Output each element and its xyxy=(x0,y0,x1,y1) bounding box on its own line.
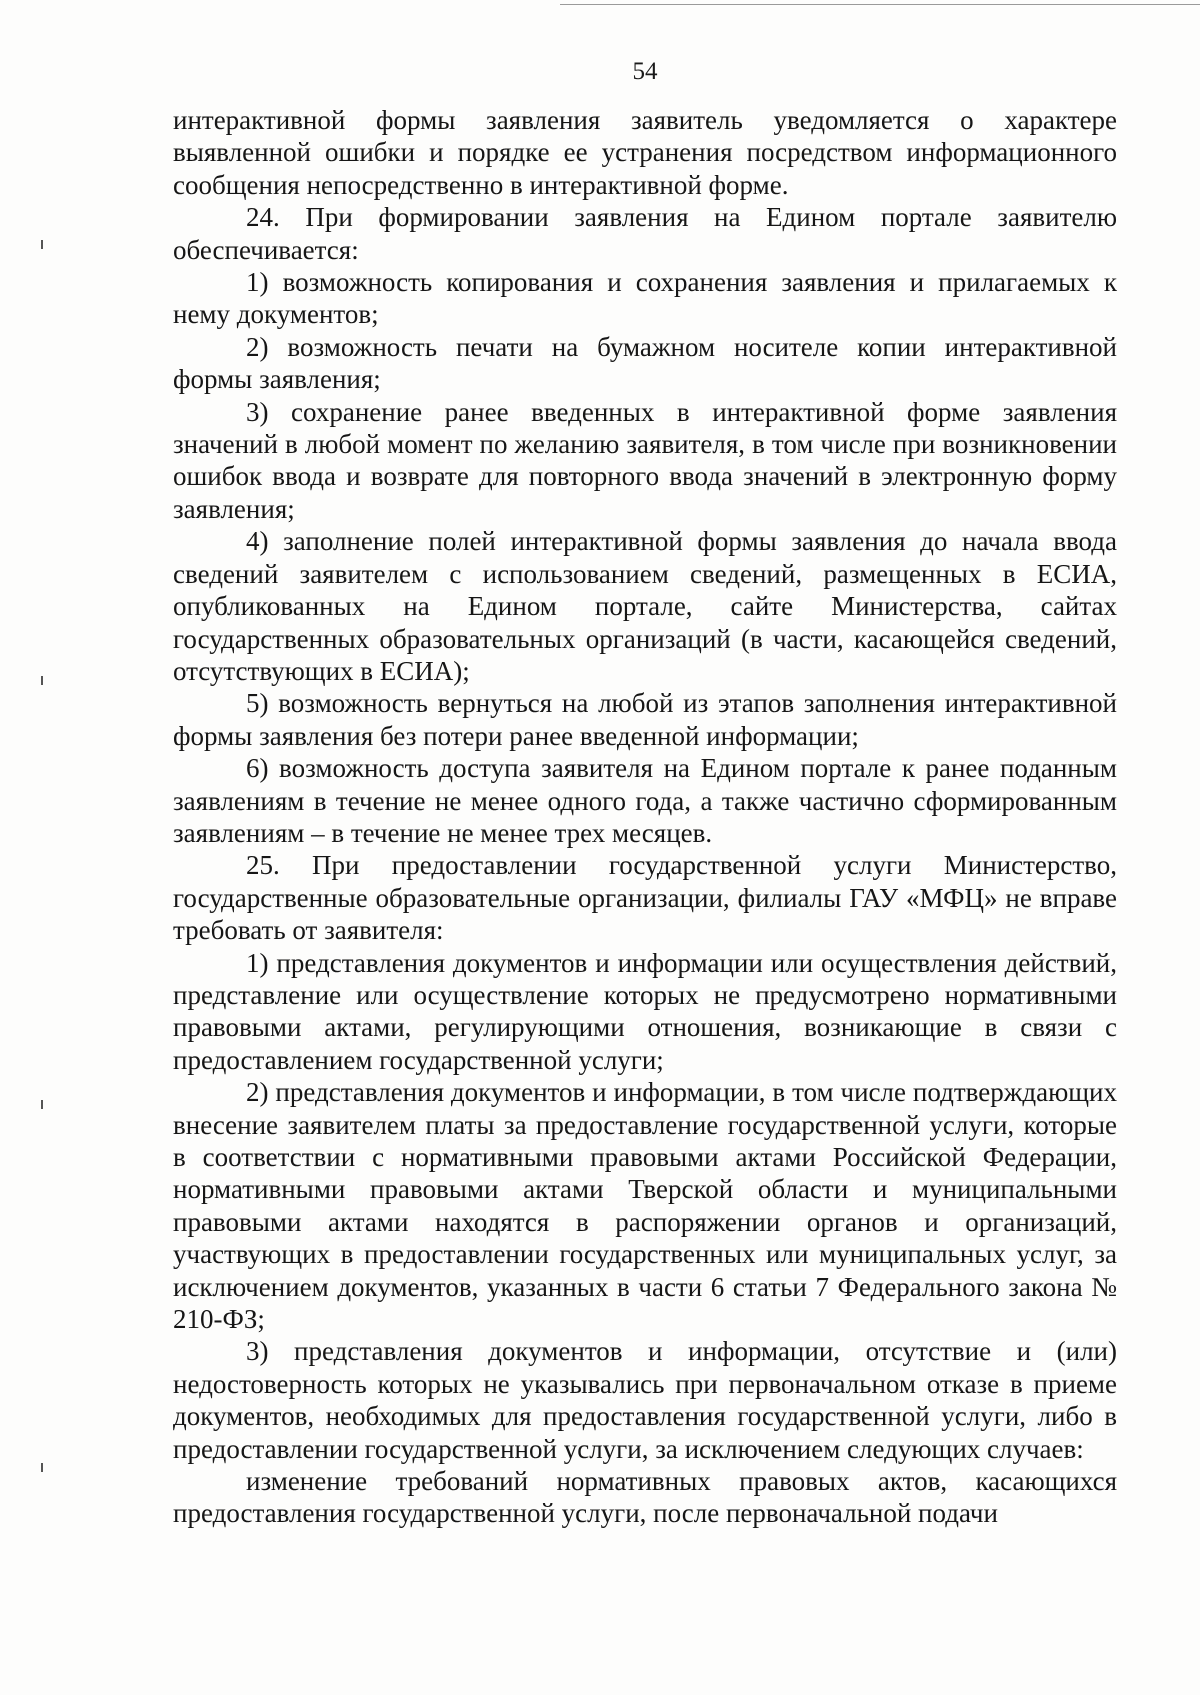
document-body xyxy=(173,104,1117,1530)
page-number: 54 xyxy=(632,58,658,85)
paragraph: 4) заполнение полей интерактивной формы заявления до начала ввода сведений заявителем с использованием сведений, размещенных в ЕСИА, опубликованных на Едином портале, сайте Министерства, сайтах государственных образовательных организаций (в части, касающейся сведений, отсутствующих в ЕСИА); xyxy=(173,526,1117,686)
paragraph: 2) возможность печати на бумажном носителе копии интерактивной формы заявления; xyxy=(173,331,1117,395)
scan-speck xyxy=(41,240,43,249)
paragraph: 24. При формировании заявления на Едином портале заявителю обеспечивается: xyxy=(173,202,1117,265)
paragraph: 5) возможность вернуться на любой из этапов заполнения интерактивной формы заявления без потери ранее введенной информации; xyxy=(173,688,1117,751)
paragraph: 1) представления документов и информации или осуществления действий, представление или осуществление которых не предусмотрено нормативными правовыми актами, регулирующими отношения, возникающие в связи с предоставлением государственной услуги; xyxy=(173,947,1117,1075)
paragraph: 6) возможность доступа заявителя на Едином портале к ранее поданным заявлениям в течение не менее одного года, а также частично сформированным заявлениям – в течение не менее трех месяцев. xyxy=(173,753,1117,848)
paragraph: 3) представления документов и информации, отсутствие и (или) недостоверность которых не указывались при первоначальном отказе в приеме документов, необходимых для предоставления государственной услуги, либо в предоставлении государственной услуги, за исключением следующих случаев: xyxy=(173,1336,1117,1464)
paragraph: 25. При предоставлении государственной услуги Министерство, государственные образовательные организации, филиалы ГАУ «МФЦ» не вправе требовать от заявителя: xyxy=(173,850,1117,946)
scan-edge-line xyxy=(560,4,1200,5)
scan-speck xyxy=(41,676,43,685)
scan-speck xyxy=(41,1100,43,1109)
paragraph: 2) представления документов и информации, в том числе подтверждающих внесение заявителем платы за предоставление государственной услуги, которые в соответствии с нормативными правовыми актами Российской Федерации, нормативными правовыми актами Тверской области и муниципальными правовыми актами находятся в распоряжении органов и организаций, участвующих в предоставлении государственных или муниципальных услуг, за исключением документов, указанных в части 6 статьи 7 Федерального закона № 210-ФЗ; xyxy=(173,1077,1117,1335)
paragraph: 1) возможность копирования и сохранения заявления и прилагаемых к нему документов; xyxy=(173,267,1117,330)
scan-speck xyxy=(41,1463,43,1472)
paragraph: интерактивной формы заявления заявитель уведомляется о характере выявленной ошибки и порядке ее устранения посредством информационного сообщения непосредственно в интерактивной форме. xyxy=(173,105,1117,200)
paragraph: 3) сохранение ранее введенных в интерактивной форме заявления значений в любой момент по желанию заявителя, в том числе при возникновении ошибок ввода и возврате для повторного ввода значений в электронную форму заявления; xyxy=(173,396,1117,524)
paragraph: изменение требований нормативных правовых актов, касающихся предоставления государственной услуги, после первоначальной подачи xyxy=(173,1466,1117,1529)
